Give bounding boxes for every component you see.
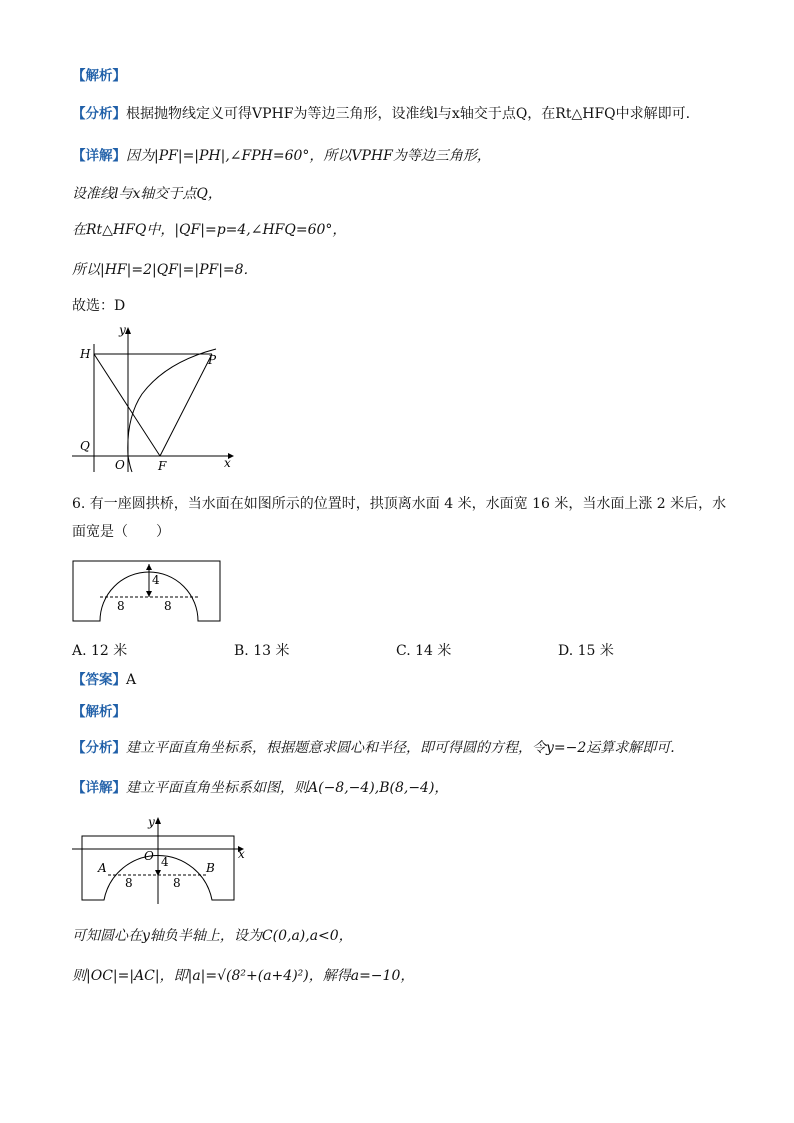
arch-coordinate-figure (70, 814, 254, 906)
jiexi-tag-2: 【解析】 (72, 704, 126, 720)
fenxi-line (72, 104, 690, 124)
solution-line-4: 所以|HF|=2|QF|=|PF|=8． (72, 262, 258, 278)
question6-line2: 面宽是（ ） (72, 524, 170, 540)
solution-line-3: 在Rt△HFQ中，|QF|=p=4,∠HFQ=60°， (72, 222, 347, 238)
daan-value: A (126, 672, 137, 688)
option-a: A. 12 米 (72, 643, 128, 659)
xiangjie-text: 因为|PF|=|PH|,∠FPH=60°，所以VPHF为等边三角形， (126, 148, 491, 164)
solve-line: 则|OC|=|AC|，即|a|=√(8²+(a+4)²)，解得a=−10， (72, 968, 415, 984)
fig1-label-P: P (208, 353, 217, 367)
answer-line (72, 670, 136, 690)
fig3-label-B: B (206, 861, 215, 875)
fig3-y-label: y (148, 815, 155, 829)
center-line: 可知圆心在y轴负半轴上，设为C(0,a),a<0， (72, 928, 353, 944)
xiangjie-text-2: 建立平面直角坐标系如图，则A(−8,−4),B(8,−4)， (126, 780, 449, 796)
fig3-label-A: A (98, 861, 107, 875)
fenxi-tag-2: 【分析】 (72, 740, 126, 756)
parabola-figure (70, 322, 250, 474)
fig3-label-O: O (144, 849, 154, 863)
arch-height-label: 4 (152, 573, 160, 587)
arch-right-width-label: 8 (164, 599, 172, 613)
fig1-label-H: H (80, 347, 91, 361)
fenxi-text-2: 建立平面直角坐标系，根据题意求圆心和半径，即可得圆的方程，令y=−2运算求解即可. (126, 740, 675, 756)
fig3-x-label: x (238, 847, 245, 861)
fig3-right-label: 8 (173, 876, 181, 890)
option-b: B. 13 米 (234, 643, 290, 659)
option-c: C. 14 米 (396, 643, 452, 659)
question6-line1: 6. 有一座圆拱桥，当水面在如图所示的位置时，拱顶离水面 4 米，水面宽 16 米，当水面上涨 2 米后，水 (72, 496, 727, 512)
xiangjie-line-2 (72, 778, 448, 798)
fenxi-tag: 【分析】 (72, 106, 126, 122)
jiexi-tag: 【解析】 (72, 68, 126, 84)
option-d: D. 15 米 (558, 643, 614, 659)
fenxi-text: 根据抛物线定义可得VPHF为等边三角形，设准线l与x轴交于点Q，在Rt△HFQ中求解即可. (126, 106, 691, 122)
fig1-x-label: x (224, 456, 231, 470)
fig1-y-label: y (119, 323, 126, 337)
fenxi-line-2 (72, 738, 675, 758)
fig1-label-O: O (115, 458, 125, 472)
fig1-label-F: F (158, 459, 167, 473)
xiangjie-tag: 【详解】 (72, 148, 126, 164)
xiangjie-tag-2: 【详解】 (72, 780, 126, 796)
fig3-left-label: 8 (125, 876, 133, 890)
arch-left-width-label: 8 (117, 599, 125, 613)
xiangjie-line (72, 146, 491, 166)
answer-choice-line: 故选：D (72, 298, 126, 314)
fig1-label-Q: Q (80, 439, 90, 453)
fig3-height-label: 4 (161, 855, 169, 869)
arch-bridge-figure (72, 560, 224, 624)
solution-line-2: 设准线l与x轴交于点Q， (72, 186, 222, 202)
daan-tag: 【答案】 (72, 672, 126, 688)
